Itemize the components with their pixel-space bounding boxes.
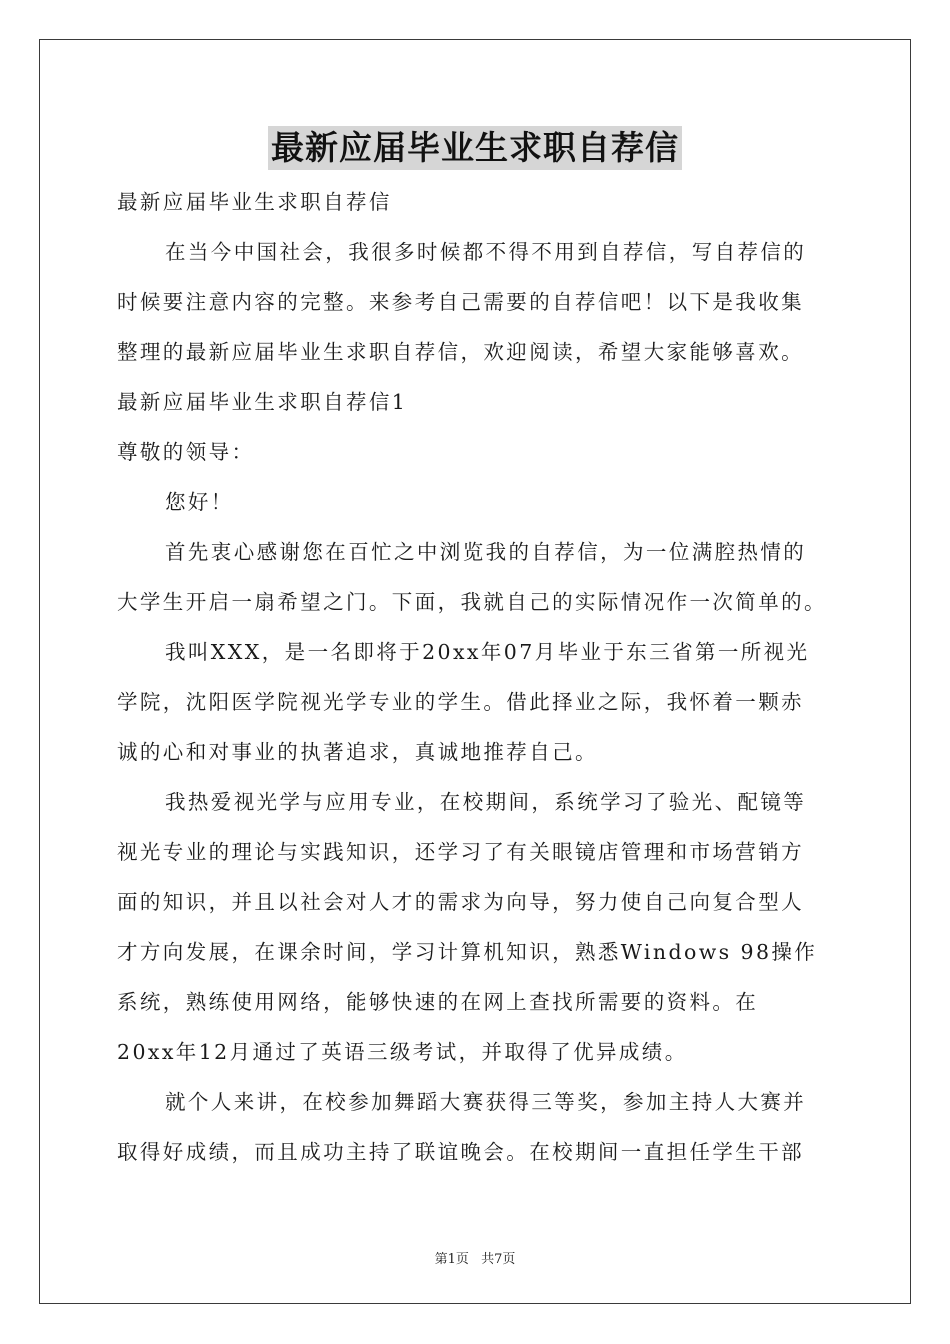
paragraph — [117, 777, 837, 1077]
paragraph — [117, 377, 837, 427]
text-line: 20xx年12月通过了英语三级考试，并取得了优异成绩。 — [117, 1040, 688, 1064]
paragraph — [117, 627, 837, 777]
page-footer — [0, 1248, 950, 1267]
text-line: 最新应届毕业生求职自荐信 — [117, 190, 392, 214]
paragraph — [117, 227, 837, 377]
paragraph — [117, 427, 837, 477]
text-line: 系统，熟练使用网络，能够快速的在网上查找所需要的资料。在 — [117, 990, 759, 1014]
page-number-current: 第1页 — [434, 1252, 469, 1267]
page-number-total: 共7页 — [481, 1252, 516, 1267]
paragraph — [117, 527, 837, 627]
text-line: 我叫XXX，是一名即将于20xx年07月毕业于东三省第一所视光 — [165, 640, 810, 664]
document-body — [117, 177, 837, 1177]
text-line: 取得好成绩，而且成功主持了联谊晚会。在校期间一直担任学生干部 — [117, 1140, 804, 1164]
title-container — [0, 126, 950, 170]
text-line: 学院，沈阳医学院视光学专业的学生。借此择业之际，我怀着一颗赤 — [117, 690, 804, 714]
text-line: 时候要注意内容的完整。来参考自己需要的自荐信吧！以下是我收集 — [117, 290, 804, 314]
paragraph — [117, 1077, 837, 1177]
text-line: 在当今中国社会，我很多时候都不得不用到自荐信，写自荐信的 — [165, 240, 807, 264]
text-line: 就个人来讲，在校参加舞蹈大赛获得三等奖，参加主持人大赛并 — [165, 1090, 807, 1114]
text-line: 大学生开启一扇希望之门。下面，我就自己的实际情况作一次简单的。 — [117, 590, 827, 614]
text-line: 我热爱视光学与应用专业，在校期间，系统学习了验光、配镜等 — [165, 790, 807, 814]
text-line: 首先衷心感谢您在百忙之中浏览我的自荐信，为一位满腔热情的 — [165, 540, 807, 564]
text-line: 最新应届毕业生求职自荐信1 — [117, 390, 408, 414]
text-line: 视光专业的理论与实践知识，还学习了有关眼镜店管理和市场营销方 — [117, 840, 804, 864]
paragraph — [117, 177, 837, 227]
text-line: 尊敬的领导： — [117, 440, 255, 464]
document-title: 最新应届毕业生求职自荐信 — [268, 126, 682, 170]
text-line: 面的知识，并且以社会对人才的需求为向导，努力使自己向复合型人 — [117, 890, 804, 914]
text-line: 才方向发展，在课余时间，学习计算机知识，熟悉Windows 98操作 — [117, 940, 818, 964]
text-line: 您好！ — [165, 490, 234, 514]
text-line: 整理的最新应届毕业生求职自荐信，欢迎阅读，希望大家能够喜欢。 — [117, 340, 804, 364]
paragraph — [117, 477, 837, 527]
text-line: 诚的心和对事业的执著追求，真诚地推荐自己。 — [117, 740, 598, 764]
